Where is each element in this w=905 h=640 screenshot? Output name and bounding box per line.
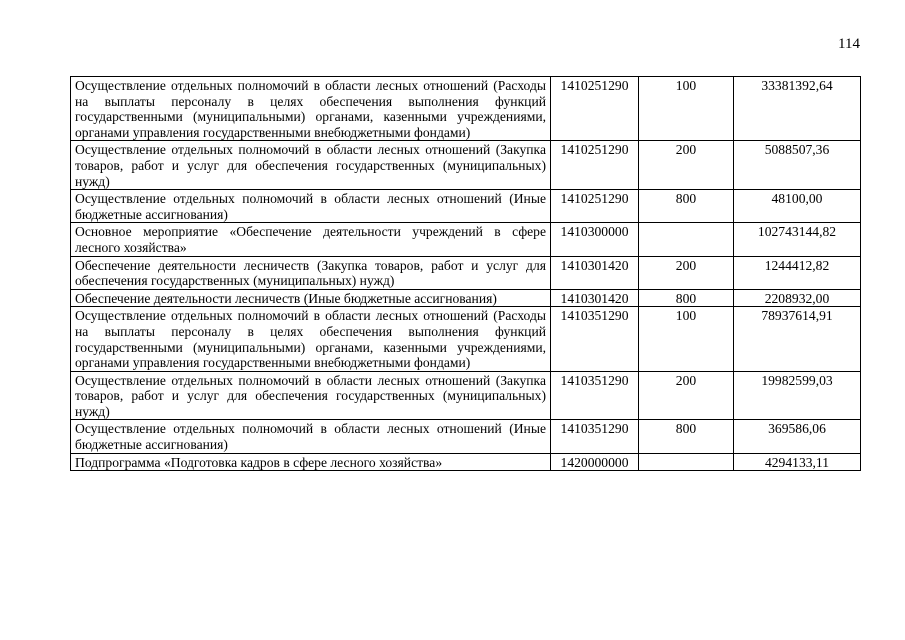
expense-type-cell: 800 (639, 289, 734, 307)
target-code-cell: 1410251290 (551, 77, 639, 141)
amount-cell: 19982599,03 (734, 371, 861, 420)
expense-name-cell: Осуществление отдельных полномочий в области лесных отношений (Закупка товаров, работ и услуг для обеспечения государственных (муниципальных) нужд) (71, 371, 551, 420)
amount-cell: 2208932,00 (734, 289, 861, 307)
target-code-cell: 1410300000 (551, 223, 639, 256)
expense-name-cell: Осуществление отдельных полномочий в области лесных отношений (Закупка товаров, работ и услуг для обеспечения государственных (муниципальных) нужд) (71, 141, 551, 190)
page-number: 114 (838, 36, 860, 52)
expense-name-cell: Обеспечение деятельности лесничеств (Иные бюджетные ассигнования) (71, 289, 551, 307)
expense-name-cell: Осуществление отдельных полномочий в области лесных отношений (Расходы на выплаты персоналу в целях обеспечения выполнения функций государственными (муниципальными) органами, казенными учреждениями, органами управления государственными внебюджетными фондами) (71, 307, 551, 371)
expense-name-cell: Основное мероприятие «Обеспечение деятельности учреждений в сфере лесного хозяйства» (71, 223, 551, 256)
amount-cell: 1244412,82 (734, 256, 861, 289)
expense-type-cell: 100 (639, 77, 734, 141)
table-row (71, 141, 861, 190)
expense-name-cell: Подпрограмма «Подготовка кадров в сфере лесного хозяйства» (71, 453, 551, 471)
amount-cell: 5088507,36 (734, 141, 861, 190)
expense-type-cell: 200 (639, 256, 734, 289)
amount-cell: 369586,06 (734, 420, 861, 453)
table-row (71, 453, 861, 471)
target-code-cell: 1410301420 (551, 289, 639, 307)
expense-name-cell: Обеспечение деятельности лесничеств (Закупка товаров, работ и услуг для обеспечения государственных (муниципальных) нужд) (71, 256, 551, 289)
amount-cell: 48100,00 (734, 190, 861, 223)
expense-type-cell: 200 (639, 371, 734, 420)
target-code-cell: 1410351290 (551, 371, 639, 420)
table-row (71, 371, 861, 420)
expense-name-cell: Осуществление отдельных полномочий в области лесных отношений (Иные бюджетные ассигнования) (71, 190, 551, 223)
budget-table (70, 76, 861, 471)
target-code-cell: 1420000000 (551, 453, 639, 471)
expense-type-cell (639, 453, 734, 471)
expense-name-cell: Осуществление отдельных полномочий в области лесных отношений (Иные бюджетные ассигнования) (71, 420, 551, 453)
target-code-cell: 1410301420 (551, 256, 639, 289)
table-row (71, 420, 861, 453)
amount-cell: 33381392,64 (734, 77, 861, 141)
expense-type-cell: 800 (639, 420, 734, 453)
target-code-cell: 1410251290 (551, 141, 639, 190)
amount-cell: 102743144,82 (734, 223, 861, 256)
expense-type-cell: 100 (639, 307, 734, 371)
target-code-cell: 1410251290 (551, 190, 639, 223)
expense-type-cell: 800 (639, 190, 734, 223)
table-row (71, 190, 861, 223)
amount-cell: 4294133,11 (734, 453, 861, 471)
expense-type-cell: 200 (639, 141, 734, 190)
expense-name-cell: Осуществление отдельных полномочий в области лесных отношений (Расходы на выплаты персоналу в целях обеспечения выполнения функций государственными (муниципальными) органами, казенными учреждениями, органами управления государственными внебюджетными фондами) (71, 77, 551, 141)
expense-type-cell (639, 223, 734, 256)
table-row (71, 223, 861, 256)
amount-cell: 78937614,91 (734, 307, 861, 371)
target-code-cell: 1410351290 (551, 420, 639, 453)
table-row (71, 307, 861, 371)
table-row (71, 289, 861, 307)
target-code-cell: 1410351290 (551, 307, 639, 371)
table-row (71, 256, 861, 289)
table-row (71, 77, 861, 141)
